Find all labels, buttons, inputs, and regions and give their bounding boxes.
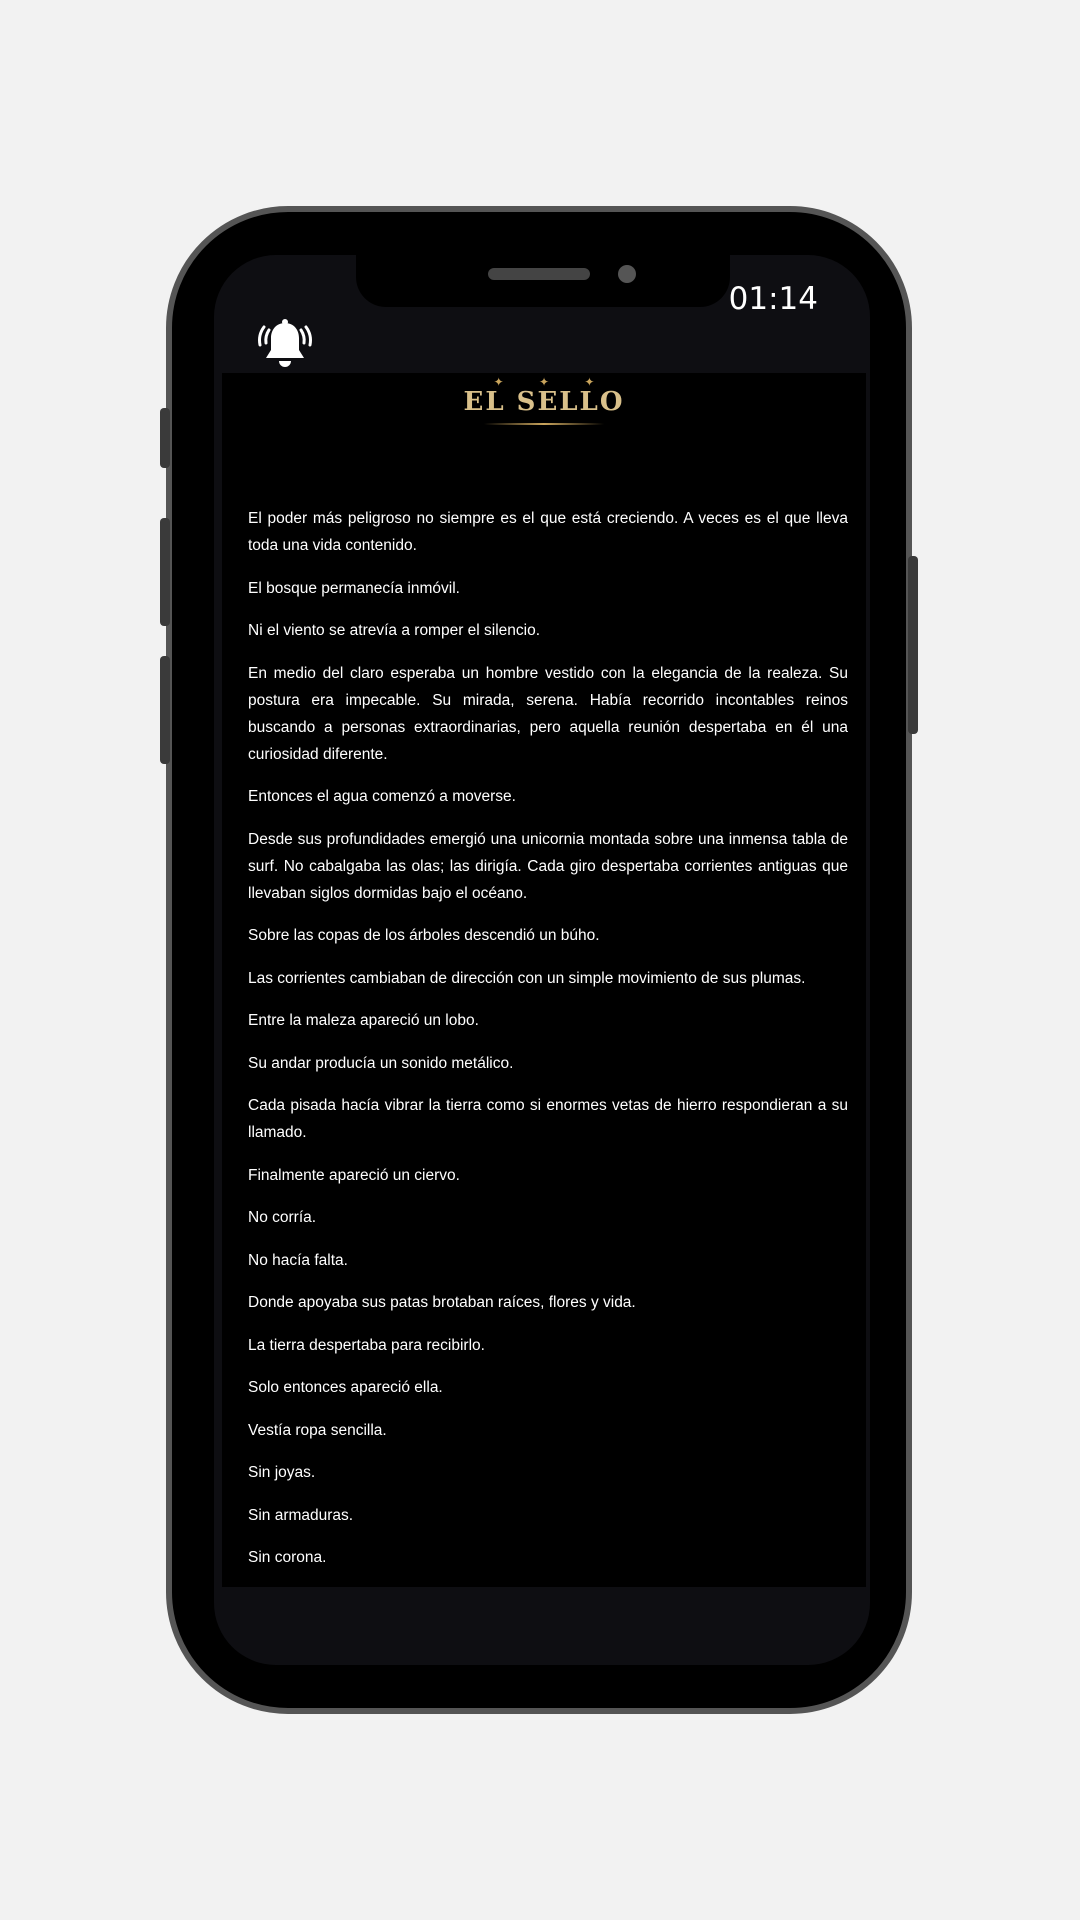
story-paragraph: Sin armaduras. bbox=[248, 1506, 354, 1524]
screen bbox=[214, 255, 870, 1665]
story-paragraph: El bosque permanecía inmóvil. bbox=[248, 579, 460, 597]
volume-down-button bbox=[160, 656, 170, 764]
story-paragraph: Sobre las copas de los árboles descendió un búho. bbox=[248, 927, 600, 944]
logo-stars: ✦ ✦ ✦ bbox=[493, 375, 611, 389]
status-time: 01:14 bbox=[728, 281, 818, 317]
story-paragraph: Ni el viento se atrevía a romper el silencio. bbox=[248, 622, 541, 639]
story-paragraph: Las corrientes cambiaban de dirección con un simple movimiento de sus plumas. bbox=[248, 969, 806, 987]
reader-content[interactable] bbox=[222, 373, 866, 1587]
logo-title: EL SELLO bbox=[463, 387, 625, 417]
story-paragraph: Entonces el agua comenzó a moverse. bbox=[248, 788, 516, 805]
el-sello-logo bbox=[222, 373, 866, 443]
story-paragraph: Su andar producía un sonido metálico. bbox=[248, 1054, 514, 1072]
story-paragraph: En medio del claro esperaba un hombre vestido con la elegancia de la realeza. Su postura era impecable. Su mirada, serena. Había recorrido incontables reinos buscando a personas extraordinarias, pero aquella reunión despertaba en él una curiosidad diferente. bbox=[248, 664, 848, 763]
story-paragraph: Solo entonces apareció ella. bbox=[248, 1379, 443, 1396]
logo-underline bbox=[484, 423, 604, 425]
story-paragraph: No corría. bbox=[248, 1209, 317, 1226]
story-paragraph: La tierra despertaba para recibirlo. bbox=[248, 1336, 485, 1354]
bell-ringing-icon[interactable] bbox=[254, 317, 316, 373]
notch bbox=[356, 255, 730, 307]
story-text bbox=[248, 505, 848, 1587]
story-paragraph: Finalmente apareció un ciervo. bbox=[248, 1166, 460, 1184]
story-paragraph: El poder más peligroso no siempre es el que está creciendo. A veces es el que lleva toda una vida contenido. bbox=[248, 510, 848, 554]
story-paragraph: Entre la maleza apareció un lobo. bbox=[248, 1012, 479, 1029]
story-paragraph: Vestía ropa sencilla. bbox=[248, 1421, 387, 1439]
speaker-grille bbox=[488, 268, 590, 280]
story-paragraph: Sin joyas. bbox=[248, 1464, 316, 1481]
story-paragraph: Sin corona. bbox=[248, 1549, 327, 1566]
phone-frame bbox=[166, 206, 912, 1714]
story-paragraph: Cada pisada hacía vibrar la tierra como si enormes vetas de hierro respondieran a su llamado. bbox=[248, 1097, 848, 1141]
story-paragraph: Desde sus profundidades emergió una unicornia montada sobre una inmensa tabla de surf. No cabalgaba las olas; las dirigía. Cada giro despertaba corrientes antiguas que llevaban siglos dormidas bajo el océano. bbox=[248, 830, 848, 902]
mute-switch bbox=[160, 408, 170, 468]
volume-up-button bbox=[160, 518, 170, 626]
power-button bbox=[908, 556, 918, 734]
story-paragraph: No hacía falta. bbox=[248, 1251, 348, 1269]
story-paragraph: Donde apoyaba sus patas brotaban raíces, flores y vida. bbox=[248, 1294, 636, 1311]
front-camera bbox=[618, 265, 636, 283]
